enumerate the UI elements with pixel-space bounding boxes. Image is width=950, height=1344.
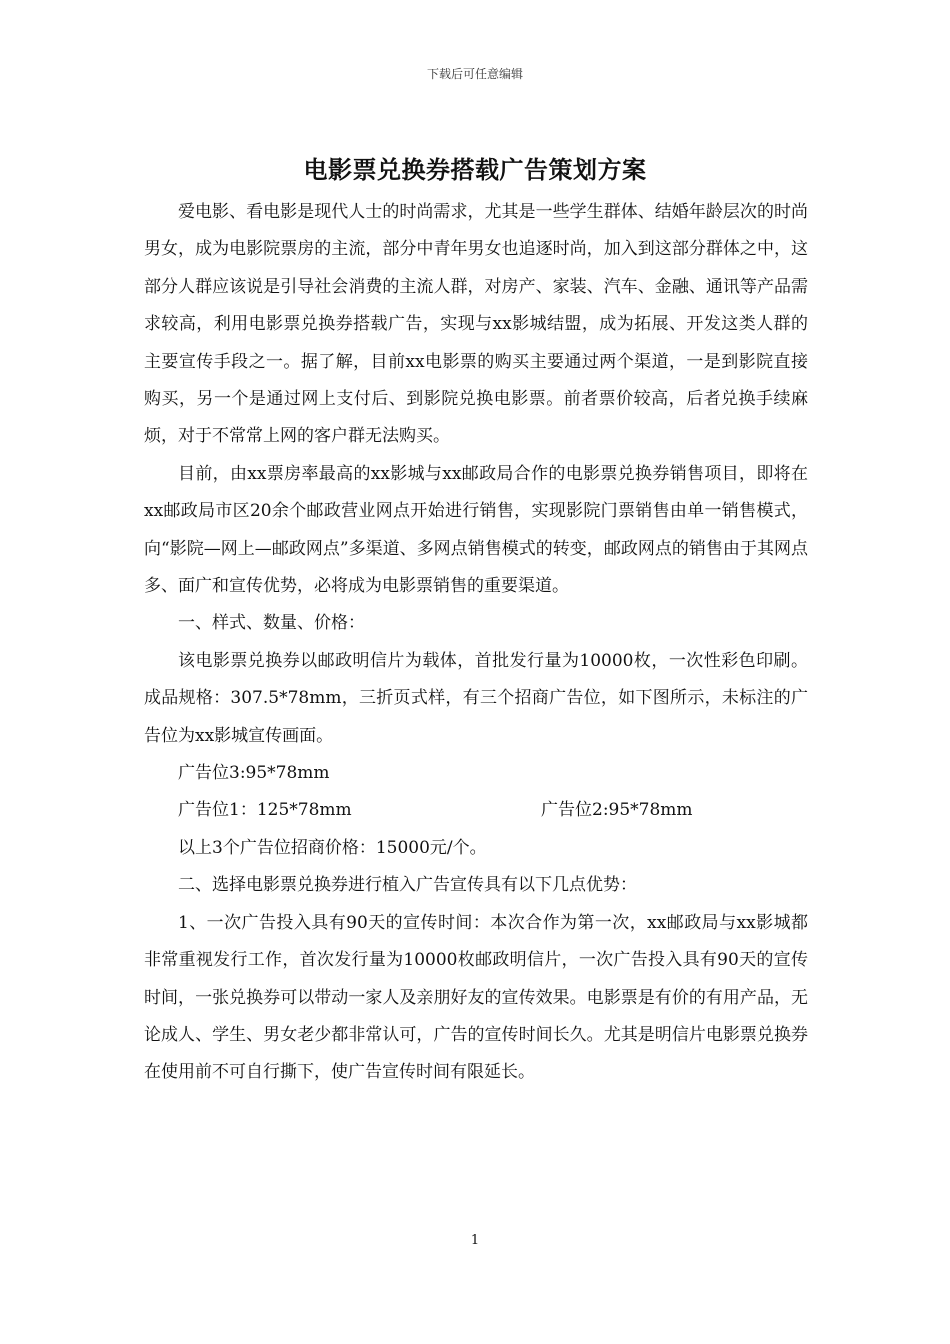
page-header: 下载后可任意编辑 xyxy=(426,67,523,81)
ad-slot-2: 广告位2:95*78mm xyxy=(541,800,693,821)
paragraph-advantage-1: 1、一次广告投入具有90天的宣传时间：本次合作为第一次，xx邮政局与xx影城都非常重视发行工作，首次发行量为10000枚邮政明信片，一次广告投入具有90天的宣传时间，一张兑换券可以带动一家人及亲朋好友的宣传效果。电影票是有价的有用产品，无论成人、学生、男女老少都非常认可，广告的宣传时间长久。尤其是明信片电影票兑换券在使用前不可自行撕下，使广告宣传时间有限延长。 xyxy=(144,912,808,1083)
paragraph-spec: 该电影票兑换券以邮政明信片为载体，首批发行量为10000枚，一次性彩色印刷。成品规格：307.5*78mm，三折页式样，有三个招商广告位，如下图所示，未标注的广告位为xx影城宣传画面。 xyxy=(144,650,808,746)
ad-slot-3-row xyxy=(144,755,808,792)
ad-slot-1: 广告位1：125*78mm xyxy=(178,800,352,821)
page-number: 1 xyxy=(470,1233,480,1248)
ad-slot-3: 广告位3:95*78mm xyxy=(178,763,330,784)
document-title: 电影票兑换券搭载广告策划方案 xyxy=(303,156,647,184)
section-heading-style: 一、样式、数量、价格： xyxy=(178,613,365,634)
ad-slot-1-2-row xyxy=(144,792,808,829)
paragraph-project: 目前，由xx票房率最高的xx影城与xx邮政局合作的电影票兑换券销售项目，即将在xx邮政局市区20余个邮政营业网点开始进行销售，实现影院门票销售由单一销售模式，向“影院—网上—邮政网点”多渠道、多网点销售模式的转变，邮政网点的销售由于其网点多、面广和宣传优势，必将成为电影票销售的重要渠道。 xyxy=(144,463,808,597)
document-body xyxy=(144,194,808,1092)
paragraph-intro: 爱电影、看电影是现代人士的时尚需求，尤其是一些学生群体、结婚年龄层次的时尚男女，成为电影院票房的主流，部分中青年男女也追逐时尚，加入到这部分群体之中，这部分人群应该说是引导社会消费的主流人群，对房产、家装、汽车、金融、通讯等产品需求较高，利用电影票兑换券搭载广告，实现与xx影城结盟，成为拓展、开发这类人群的主要宣传手段之一。据了解，目前xx电影票的购买主要通过两个渠道，一是到影院直接购买，另一个是通过网上支付后、到影院兑换电影票。前者票价较高，后者兑换手续麻烦，对于不常常上网的客户群无法购买。 xyxy=(144,202,808,447)
paragraph-price: 以上3个广告位招商价格：15000元/个。 xyxy=(178,837,487,858)
section-heading-advantages: 二、选择电影票兑换券进行植入广告宣传具有以下几点优势： xyxy=(178,875,637,896)
